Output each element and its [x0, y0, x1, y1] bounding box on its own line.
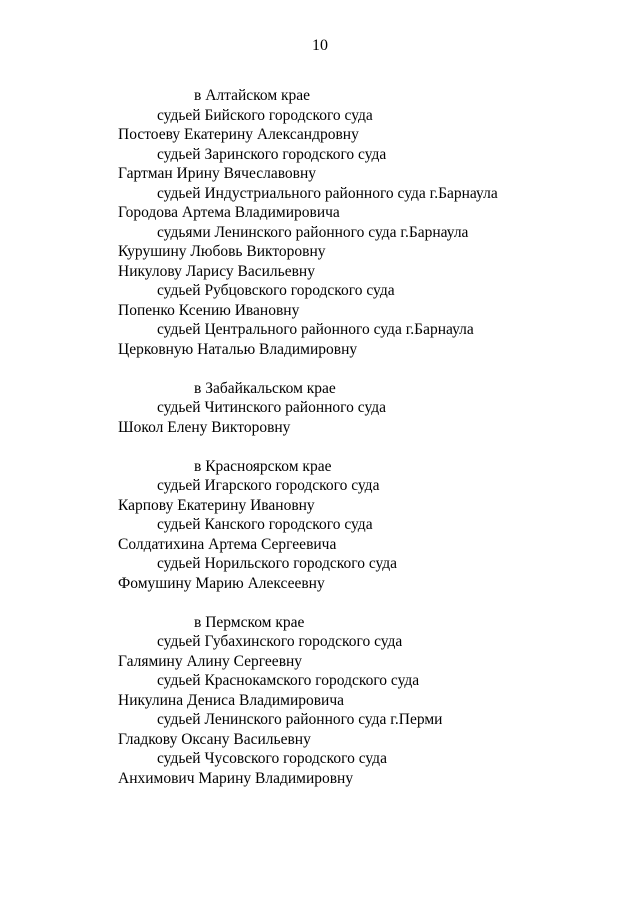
region-title: в Красноярском крае: [194, 457, 332, 475]
person-name: Карпову Екатерину Ивановну: [118, 496, 315, 514]
court-line: судьей Индустриального районного суда г.Барнаула: [157, 184, 498, 202]
person-name: Анхимович Марину Владимировну: [118, 769, 354, 787]
document-body: [0, 86, 640, 808]
court-line: судьей Чусовского городского суда: [157, 750, 387, 767]
court-line: судьей Бийского городского суда: [157, 106, 373, 124]
person-name: Никулина Дениса Владимировича: [118, 691, 345, 709]
region-block: [0, 457, 640, 594]
court-line: судьей Читинского районного суда: [157, 399, 386, 416]
person-name: Постоеву Екатерину Александровну: [118, 126, 359, 143]
person-name: Попенко Ксению Ивановну: [118, 301, 300, 319]
court-line: судьей Центрального районного суда г.Барнаула: [157, 321, 474, 338]
court-line: судьей Краснокамского городского суда: [157, 672, 420, 689]
court-line: судьей Заринского городского суда: [157, 145, 387, 163]
person-name: Городова Артема Владимировича: [118, 204, 340, 221]
person-name: Никулову Ларису Васильевну: [118, 262, 315, 280]
region-title: в Алтайском крае: [194, 87, 311, 104]
region-title: в Пермском крае: [194, 613, 305, 631]
person-name: Галямину Алину Сергеевну: [118, 652, 303, 670]
court-line: судьей Игарского городского суда: [157, 477, 380, 494]
person-name: Гладкову Оксану Васильевну: [118, 730, 311, 748]
region-block: [0, 613, 640, 789]
court-line: судьей Канского городского суда: [157, 516, 373, 533]
court-line: судьей Норильского городского суда: [157, 555, 398, 572]
region-block: [0, 379, 640, 438]
region-title: в Забайкальском крае: [194, 379, 336, 397]
region-block: [0, 86, 640, 359]
person-name: Гартман Ирину Вячеславовну: [118, 165, 317, 182]
court-line: судьей Губахинского городского суда: [157, 633, 403, 650]
person-name: Курушину Любовь Викторовну: [118, 243, 326, 260]
court-line: судьей Рубцовского городского суда: [157, 282, 395, 299]
person-name: Шокол Елену Викторовну: [118, 418, 291, 436]
person-name: Фомушину Марию Алексеевну: [118, 574, 325, 592]
court-line: судьей Ленинского районного суда г.Перми: [157, 711, 443, 728]
person-name: Солдатихина Артема Сергеевича: [118, 535, 337, 553]
court-line: судьями Ленинского районного суда г.Барнаула: [157, 223, 469, 241]
person-name: Церковную Наталью Владимировну: [118, 340, 358, 358]
page-number: 10: [312, 37, 328, 54]
